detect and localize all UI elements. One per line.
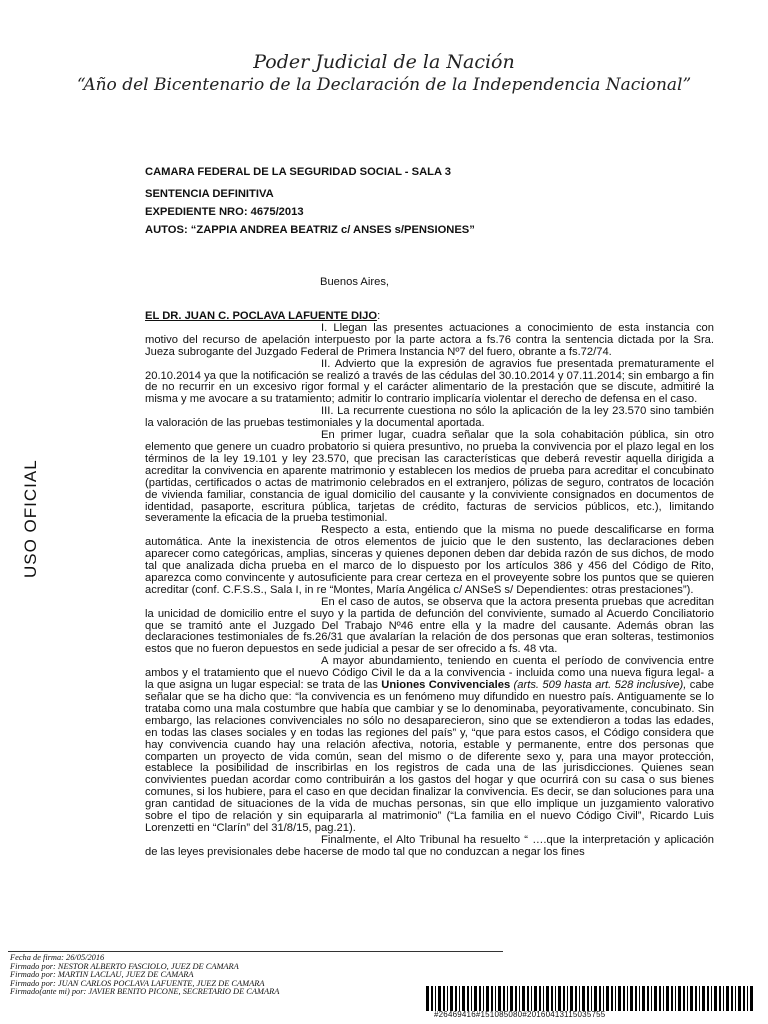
paragraph-7: A mayor abundamiento, teniendo en cuenta el período de convivencia entre ambos y el tratamiento que el nuevo Código Civil le da a la convivencia - incluida como una nueva figura legal- a la que asigna un lugar especial: se trata de las Uniones Convivenciales (arts. 509 hasta art. 528 inclusive), cabe señalar que se ha dicho que: “la convivencia es un fenómeno muy difundido en nuestro país. Antiguamente se lo trataba como una mala costumbre que había que cambiar y se lo denominaba, peyorativamente, concubinato. Sin embargo, las relaciones convivenciales no sólo no desaparecieron, sino que se extendieron a todas las edades, en todas las clases sociales y en todas las regiones del país” y, “que para estos casos, el Código considera que hay convivencia cuando hay una relación afectiva, notoria, estable y permanente, entre dos personas que comparten un proyecto de vida común, sean del mismo o de diferente sexo y, para una mayor protección, establece la posibilidad de inscribirlas en los registros de cada una de las jurisdicciones. Quienes sean convivientes puedan acordar como contribuirán a los gastos del hogar y que ocurrirá con su casa o sus bienes comunes, si los hubiere, para el caso en que decidan finalizar la convivencia. Es decir, se dan soluciones para una gran cantidad de situaciones de la vida de muchas personas, sin que ello implique un juzgamiento valorativo sobre el tipo de relación y sin equipararla al matrimonio” (“La familia en el nuevo Código Civil”, Ricardo Luis Lorenzetti en “Clarín” del 31/8/15, pag.21).: [145, 655, 714, 834]
letterhead-motto: “Año del Bicentenario de la Declaración de la Independencia Nacional”: [76, 75, 692, 95]
case-number: EXPEDIENTE NRO: 4675/2013: [145, 206, 304, 218]
barcode-image: [426, 986, 756, 1011]
case-caption: AUTOS: “ZAPPIA ANDREA BEATRIZ c/ ANSES s/PENSIONES”: [145, 224, 475, 236]
barcode-number: #26469416#151085080#20160413115035755: [434, 1010, 606, 1019]
paragraph-4: En primer lugar, cuadra señalar que la sola cohabitación pública, sin otro elemento que genere un cuadro probatorio si quiera presuntivo, no prueba la convivencia por el plazo legal en los términos de la ley 19.101 y ley 23.570, que precisan las características que deberá revestir aquella dirigida a acreditar la convivencia en aparente matrimonio y establecen los medios de prueba para acreditar el concubinato (partidas, certificados o actas de matrimonio celebrados en el extranjero, pólizas de seguro, contratos de locación de vivienda familiar, constancia de igual domicilio del causante y la conviviente consignados en documentos de identidad, pasaporte, escritura pública, tarjetas de crédito, facturas de servicios públicos, etc.), limitando severamente la eficacia de la prueba testimonial.: [145, 429, 714, 525]
signature-line: Firmado(ante mi) por: JAVIER BENITO PICONE, SECRETARIO DE CAMARA: [10, 987, 280, 997]
judgment-body: [145, 311, 714, 859]
paragraph-8: Finalmente, el Alto Tribunal ha resuelto “ ….que la interpretación y aplicación de las leyes previsionales debe hacerse de modo tal que no conduzcan a negar los fines: [145, 833, 714, 858]
paragraph-2: II. Advierto que la expresión de agravios fue presentada prematuramente el 20.10.2014 ya que la notificación se realizó a través de las cédulas del 30.10.2014 y 07.11.2014; sin embargo a fin de no recurrir en un excesivo rigor formal y el carácter alimentario de la prestación que se discute, admitiré la misma y me avocare a su tratamiento; admitir lo contrario implicaría violentar el derecho de defensa en el caso.: [145, 357, 714, 406]
uniones-convivenciales: Uniones Convivenciales: [381, 679, 511, 692]
paragraph-6: En el caso de autos, se observa que la actora presenta pruebas que acreditan la unicidad de domicilio entre el suyo y la partida de defunción del conviviente, sumado al Acuerdo Conciliatorio que se tramitó ante el Juzgado Del Trabajo Nº46 entre ella y la madre del causante. Además obran las declaraciones testimoniales de fs.26/31 que avalarían la relación de dos personas que eran solteras, testimonios estos que no fueron depuestos en sede judicial a pesar de ser ofrecido a fs. 48 vta.: [145, 595, 714, 656]
letterhead-institution: Poder Judicial de la Nación: [253, 51, 515, 73]
signature-block: [10, 954, 279, 997]
paragraph-5: Respecto a esta, entiendo que la misma no puede descalificarse en forma automática. Ante la inexistencia de otros elementos de juicio que le den sustento, las declaraciones deben aparecer como categóricas, amplias, sinceras y quienes deponen deben dar debida razón de sus dichos, de modo tal que analizada dicha prueba en el marco de lo dispuesto por los artículos 386 y 456 del Código de Rito, aparezca como convincente y autosuficiente para crear certeza en el proveyente sobre los puntos que se quieren acreditar (conf. C.F.S.S., Sala I, in re “Montes, María Angélica c/ ANSeS s/ Dependientes: otras prestaciones”).: [145, 524, 714, 596]
paragraph-1: I. Llegan las presentes actuaciones a conocimiento de esta instancia con motivo del recurso de apelación interpuesto por la parte actora a fs.76 contra la sentencia dictada por la Sra. Jueza subrogante del Juzgado Federal de Primera Instancia Nº7 del fuero, obrante a fs.72/74.: [145, 321, 714, 358]
paragraph-3: III. La recurrente cuestiona no sólo la aplicación de la ley 23.570 sino también la valoración de las pruebas testimoniales y la documental aportada.: [145, 405, 714, 430]
signature-line: Firmado por: NESTOR ALBERTO FASCIOLO, JUEZ DE CAMARA: [10, 961, 239, 971]
city-date-line: Buenos Aires,: [320, 276, 390, 288]
judge-name: EL DR. JUAN C. POCLAVA LAFUENTE DIJO: [145, 310, 378, 322]
official-use-stamp: USO OFICIAL: [21, 459, 40, 578]
footer-rule: [8, 951, 503, 952]
court-name: CAMARA FEDERAL DE LA SEGURIDAD SOCIAL - SALA 3: [145, 166, 452, 178]
letterhead: [0, 50, 768, 96]
judge-heading: EL DR. JUAN C. POCLAVA LAFUENTE DIJO:: [145, 310, 381, 322]
signature-line: Firmado por: MARTIN LACLAU, JUEZ DE CAMARA: [10, 970, 194, 980]
signature-date: Fecha de firma: 26/05/2016: [10, 953, 105, 962]
signature-line: Firmado por: JUAN CARLOS POCLAVA LAFUENTE, JUEZ DE CAMARA: [10, 978, 265, 988]
document-type: SENTENCIA DEFINITIVA: [145, 188, 274, 200]
